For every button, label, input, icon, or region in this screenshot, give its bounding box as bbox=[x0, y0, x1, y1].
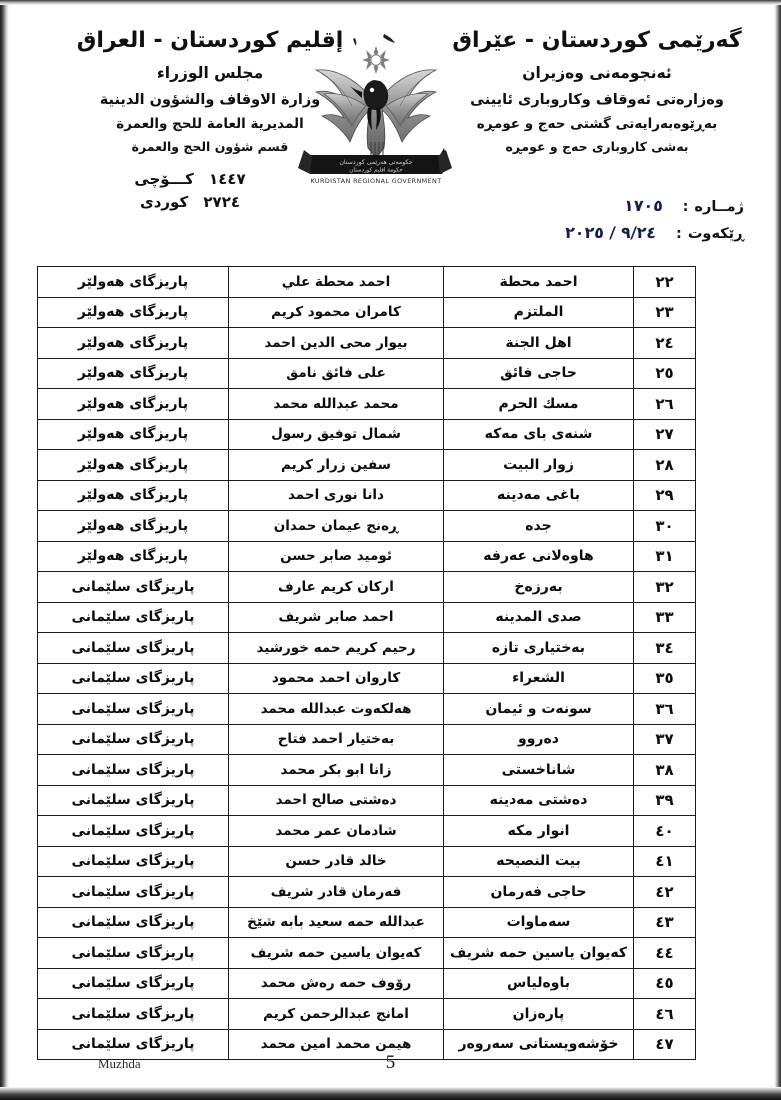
cell-number: ٤٢ bbox=[634, 877, 696, 908]
cell-company: بەختیاری تازه bbox=[444, 633, 634, 664]
cell-number: ٣٦ bbox=[634, 694, 696, 725]
cell-company: سونەت و ئیمان bbox=[444, 694, 634, 725]
table-row bbox=[38, 389, 696, 420]
cell-governorate: پاریزگای سلێمانی bbox=[38, 907, 229, 938]
table-row bbox=[38, 297, 696, 328]
table-row bbox=[38, 846, 696, 877]
cell-person: عبدالله حمه سعید بابه شێخ bbox=[229, 907, 444, 938]
table-row bbox=[38, 938, 696, 969]
roster-table-body bbox=[38, 267, 696, 1060]
table-row bbox=[38, 450, 696, 481]
svg-text:حكومەتی هەرێمی كوردستان: حكومەتی هەرێمی كوردستان bbox=[339, 159, 413, 166]
cell-person: هیمن محمد امین محمد bbox=[229, 1029, 444, 1060]
cell-number: ٣٩ bbox=[634, 785, 696, 816]
cell-company: پارەزان bbox=[444, 999, 634, 1030]
cell-person: کەیوان یاسین حمه شریف bbox=[229, 938, 444, 969]
table-row bbox=[38, 633, 696, 664]
table-row bbox=[38, 877, 696, 908]
cell-number: ٢٨ bbox=[634, 450, 696, 481]
cell-governorate: پاریزگای هەولێر bbox=[38, 419, 229, 450]
table-row bbox=[38, 267, 696, 298]
cell-number: ٤١ bbox=[634, 846, 696, 877]
reference-number-value: ١٧٠٥ bbox=[622, 196, 664, 215]
table-row bbox=[38, 572, 696, 603]
letterhead-kurdish-line4: به‌ڕێوه‌به‌رایه‌تی گشتی حه‌ج و عومڕه bbox=[476, 115, 718, 132]
cell-number: ٤٧ bbox=[634, 1029, 696, 1060]
cell-number: ٢٤ bbox=[634, 328, 696, 359]
letterhead-arabic-line2: مجلس الوزراء bbox=[156, 64, 264, 83]
cell-governorate: پاریزگای سلێمانی bbox=[38, 999, 229, 1030]
cell-number: ٢٩ bbox=[634, 480, 696, 511]
cell-governorate: پاریزگای سلێمانی bbox=[38, 572, 229, 603]
cell-company: شنەی بای مەکه bbox=[444, 419, 634, 450]
footer-page-number: 5 bbox=[385, 1052, 396, 1073]
cell-company: اهل الجنة bbox=[444, 328, 634, 359]
reference-date-value: ٩/٢٤ / ٢٠٢٥ bbox=[564, 223, 657, 242]
calendar-year-kurdish-number: ٢٧٢٤ bbox=[203, 193, 241, 212]
cell-person: فەرمان قادر شریف bbox=[229, 877, 444, 908]
table-row bbox=[38, 480, 696, 511]
reference-date-label: ڕێکەوت bbox=[687, 226, 744, 242]
cell-company: بیت النصیحه bbox=[444, 846, 634, 877]
cell-company: دەشتی مەدینه bbox=[444, 785, 634, 816]
cell-person: علی فائق نامق bbox=[229, 358, 444, 389]
cell-person: احمد محطة علي bbox=[229, 267, 444, 298]
cell-company: حاجی فەرمان bbox=[444, 877, 634, 908]
cell-number: ٢٢ bbox=[634, 267, 696, 298]
reference-number-label: ژمــاره bbox=[694, 199, 744, 215]
calendar-year-kurdish-label: كوردی bbox=[139, 193, 189, 212]
table-row bbox=[38, 907, 696, 938]
cell-number: ٢٧ bbox=[634, 419, 696, 450]
cell-governorate: پاریزگای سلێمانی bbox=[38, 755, 229, 786]
calendar-year-hijri-label: كـــۆچی bbox=[134, 169, 194, 188]
scan-edge-left bbox=[0, 0, 9, 1100]
cell-number: ٤٣ bbox=[634, 907, 696, 938]
cell-person: زانا ابو بکر محمد bbox=[229, 755, 444, 786]
cell-number: ٣٢ bbox=[634, 572, 696, 603]
cell-company: بەرزەخ bbox=[444, 572, 634, 603]
scan-edge-top bbox=[0, 0, 781, 5]
cell-person: کاروان احمد محمود bbox=[229, 663, 444, 694]
cell-company: جده bbox=[444, 511, 634, 542]
scan-edge-bottom bbox=[0, 1087, 781, 1100]
cell-person: ئومید صابر حسن bbox=[229, 541, 444, 572]
scan-edge-right bbox=[774, 0, 781, 1100]
cell-number: ٣٥ bbox=[634, 663, 696, 694]
cell-person: سفین زرار کریم bbox=[229, 450, 444, 481]
table-row bbox=[38, 511, 696, 542]
letterhead-arabic-line3: وزارة الاوقاف والشؤون الدينية bbox=[99, 91, 321, 108]
table-row bbox=[38, 999, 696, 1030]
reference-block bbox=[432, 196, 752, 250]
letterhead-kurdish-line3: وه‌زاره‌تی ئه‌وقاف وکاروباری ئایینی bbox=[470, 91, 724, 108]
letterhead-kurdish bbox=[432, 26, 762, 156]
cell-person: شمال توفیق رسول bbox=[229, 419, 444, 450]
cell-company: هاوەلانی عەرفه bbox=[444, 541, 634, 572]
letterhead-kurdish-line1: گەرێمی کوردستان - عێراق bbox=[452, 28, 742, 53]
letterhead-kurdish-line5: به‌شی کاروباری حه‌ج و عومڕه bbox=[505, 139, 689, 155]
cell-governorate: پاریزگای هەولێر bbox=[38, 389, 229, 420]
cell-governorate: پاریزگای سلێمانی bbox=[38, 846, 229, 877]
cell-person: ارکان کریم عارف bbox=[229, 572, 444, 603]
cell-governorate: پاریزگای سلێمانی bbox=[38, 877, 229, 908]
table-row bbox=[38, 419, 696, 450]
table-row bbox=[38, 694, 696, 725]
cell-company: کەیوان یاسین حمه شریف bbox=[444, 938, 634, 969]
cell-governorate: پاریزگای سلێمانی bbox=[38, 785, 229, 816]
cell-person: ڕەنج عیمان حمدان bbox=[229, 511, 444, 542]
reference-date-row bbox=[432, 223, 752, 242]
cell-governorate: پاریزگای سلێمانی bbox=[38, 816, 229, 847]
letterhead-arabic-line4: المديرية العامة للحج والعمرة bbox=[116, 115, 304, 132]
cell-company: صدی المدینه bbox=[444, 602, 634, 633]
cell-governorate: پاریزگای هەولێر bbox=[38, 358, 229, 389]
cell-number: ٢٦ bbox=[634, 389, 696, 420]
table-row bbox=[38, 816, 696, 847]
cell-governorate: پاریزگای سلێمانی bbox=[38, 663, 229, 694]
cell-company: خۆشەویستانی سەروەر bbox=[444, 1029, 634, 1060]
roster-table-wrapper bbox=[71, 266, 696, 1060]
document-header bbox=[0, 0, 781, 262]
cell-person: شادمان عمر محمد bbox=[229, 816, 444, 847]
cell-person: رۆوف حمه رەش محمد bbox=[229, 968, 444, 999]
cell-person: بیوار محی الدین احمد bbox=[229, 328, 444, 359]
cell-number: ٤٦ bbox=[634, 999, 696, 1030]
cell-company: حاجی فائق bbox=[444, 358, 634, 389]
cell-governorate: پاریزگای سلێمانی bbox=[38, 694, 229, 725]
letterhead-arabic-line5: قسم شؤون الحج والعمرة bbox=[131, 139, 289, 155]
cell-governorate: پاریزگای سلێمانی bbox=[38, 1029, 229, 1060]
cell-person: محمد عبدالله محمد bbox=[229, 389, 444, 420]
cell-number: ٣٠ bbox=[634, 511, 696, 542]
table-row bbox=[38, 328, 696, 359]
cell-company: شاناخستی bbox=[444, 755, 634, 786]
table-row bbox=[38, 358, 696, 389]
svg-text:حكومة اقليم كوردستان: حكومة اقليم كوردستان bbox=[349, 167, 403, 174]
cell-person: دەشتی صالح احمد bbox=[229, 785, 444, 816]
cell-person: رحیم کریم حمه خورشید bbox=[229, 633, 444, 664]
cell-company: باغی مەدینه bbox=[444, 480, 634, 511]
cell-number: ٤٠ bbox=[634, 816, 696, 847]
svg-text:KURDISTAN REGIONAL GOVERNMENT: KURDISTAN REGIONAL GOVERNMENT bbox=[310, 177, 442, 185]
table-row bbox=[38, 785, 696, 816]
cell-person: دانا نوری احمد bbox=[229, 480, 444, 511]
cell-number: ٢٣ bbox=[634, 297, 696, 328]
table-row bbox=[38, 602, 696, 633]
cell-company: سەماوات bbox=[444, 907, 634, 938]
reference-date-colon: : bbox=[676, 226, 682, 242]
cell-person: امانج عبدالرحمن کریم bbox=[229, 999, 444, 1030]
cell-company: انوار مکه bbox=[444, 816, 634, 847]
reference-number-colon: : bbox=[682, 199, 689, 215]
document-footer bbox=[0, 1052, 781, 1086]
cell-governorate: پاریزگای سلێمانی bbox=[38, 602, 229, 633]
cell-governorate: پاریزگای هەولێر bbox=[38, 267, 229, 298]
letterhead-arabic-line1: إقليم كوردستان - العراق bbox=[76, 28, 344, 53]
cell-person: خالد قادر حسن bbox=[229, 846, 444, 877]
cell-number: ٣٨ bbox=[634, 755, 696, 786]
cell-number: ٣٣ bbox=[634, 602, 696, 633]
cell-person: بەختیار احمد فتاح bbox=[229, 724, 444, 755]
cell-number: ٤٥ bbox=[634, 968, 696, 999]
roster-table bbox=[37, 266, 696, 1060]
letterhead-kurdish-line2: ئه‌نجومه‌نی وه‌زیران bbox=[522, 64, 672, 83]
calendar-year-hijri-number: ١٤٤٧ bbox=[209, 169, 246, 188]
table-row bbox=[38, 968, 696, 999]
cell-governorate: پاریزگای سلێمانی bbox=[38, 724, 229, 755]
cell-governorate: پاریزگای هەولێر bbox=[38, 297, 229, 328]
cell-governorate: پاریزگای هەولێر bbox=[38, 541, 229, 572]
table-row bbox=[38, 663, 696, 694]
cell-governorate: پاریزگای سلێمانی bbox=[38, 938, 229, 969]
cell-governorate: پاریزگای سلێمانی bbox=[38, 633, 229, 664]
cell-company: احمد محطة bbox=[444, 267, 634, 298]
cell-company: مسك الحرم bbox=[444, 389, 634, 420]
reference-number-row bbox=[432, 196, 752, 215]
cell-governorate: پاریزگای هەولێر bbox=[38, 511, 229, 542]
table-row bbox=[38, 755, 696, 786]
cell-governorate: پاریزگای هەولێر bbox=[38, 450, 229, 481]
cell-company: باوەلیاس bbox=[444, 968, 634, 999]
cell-number: ٣٧ bbox=[634, 724, 696, 755]
cell-company: دەروو bbox=[444, 724, 634, 755]
table-row bbox=[38, 541, 696, 572]
cell-company: زوار البیت bbox=[444, 450, 634, 481]
cell-number: ٢٥ bbox=[634, 358, 696, 389]
cell-governorate: پاریزگای سلێمانی bbox=[38, 968, 229, 999]
cell-number: ٤٤ bbox=[634, 938, 696, 969]
cell-number: ٣٤ bbox=[634, 633, 696, 664]
table-row bbox=[38, 724, 696, 755]
cell-governorate: پاریزگای هەولێر bbox=[38, 480, 229, 511]
cell-number: ٣١ bbox=[634, 541, 696, 572]
footer-author-name: Muzhda bbox=[98, 1056, 141, 1071]
cell-person: هەلکەوت عبدالله محمد bbox=[229, 694, 444, 725]
cell-person: کامران محمود کریم bbox=[229, 297, 444, 328]
cell-governorate: پاریزگای هەولێر bbox=[38, 328, 229, 359]
cell-company: الشعراء bbox=[444, 663, 634, 694]
cell-company: الملتزم bbox=[444, 297, 634, 328]
cell-person: احمد صابر شریف bbox=[229, 602, 444, 633]
